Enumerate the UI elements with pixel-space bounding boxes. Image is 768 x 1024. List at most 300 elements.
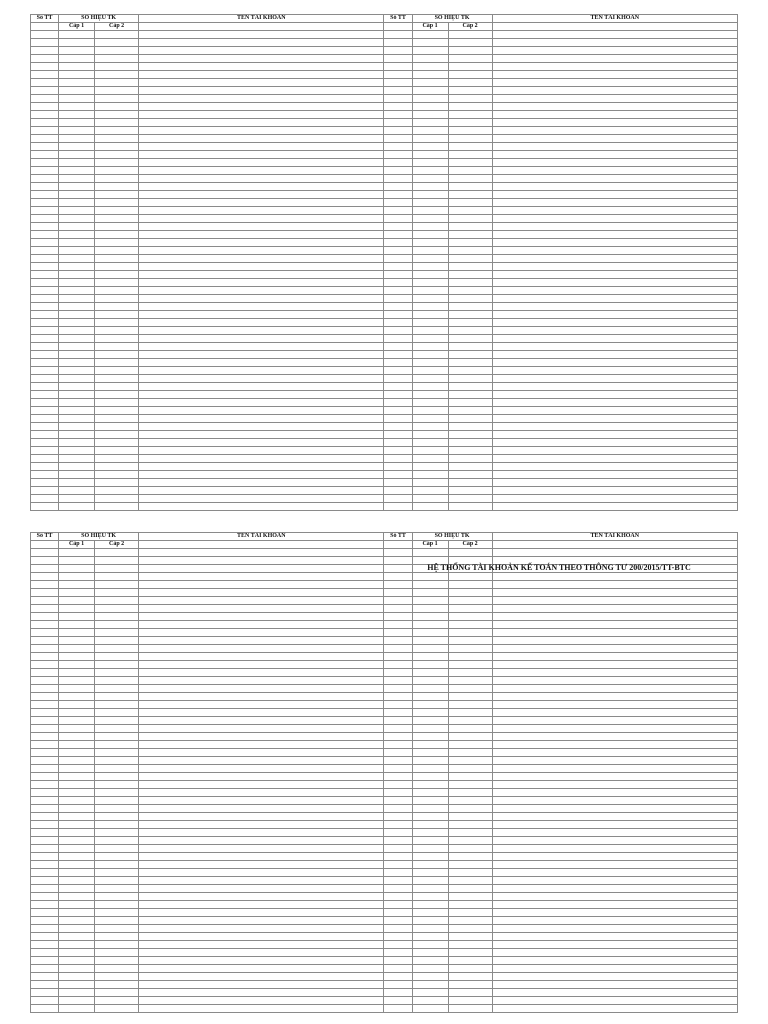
table-cell bbox=[139, 191, 384, 199]
table-row bbox=[31, 375, 738, 383]
table-cell bbox=[59, 645, 95, 653]
table-cell bbox=[384, 55, 412, 63]
table-row bbox=[31, 781, 738, 789]
table-row bbox=[31, 63, 738, 71]
table-cell bbox=[95, 933, 139, 941]
table-cell bbox=[95, 597, 139, 605]
table-cell bbox=[95, 479, 139, 487]
table-cell bbox=[139, 669, 384, 677]
table-cell bbox=[59, 375, 95, 383]
table-cell bbox=[95, 191, 139, 199]
table-cell bbox=[384, 351, 412, 359]
table-cell bbox=[412, 111, 448, 119]
table-row bbox=[31, 263, 738, 271]
table-cell bbox=[384, 581, 412, 589]
table-cell bbox=[139, 989, 384, 997]
table-cell bbox=[31, 1005, 59, 1013]
table-cell bbox=[59, 597, 95, 605]
table-cell bbox=[492, 773, 737, 781]
table-cell bbox=[31, 805, 59, 813]
table-cell bbox=[412, 917, 448, 925]
table-cell bbox=[59, 917, 95, 925]
table-cell bbox=[412, 399, 448, 407]
table-cell bbox=[448, 479, 492, 487]
table-cell bbox=[448, 549, 492, 557]
table-cell bbox=[412, 167, 448, 175]
table-cell bbox=[139, 375, 384, 383]
table-cell bbox=[492, 1005, 737, 1013]
table-cell bbox=[139, 399, 384, 407]
table-row bbox=[31, 685, 738, 693]
table-cell bbox=[31, 503, 59, 511]
table-cell bbox=[412, 447, 448, 455]
table-cell bbox=[448, 383, 492, 391]
table-cell bbox=[384, 805, 412, 813]
table-cell bbox=[492, 669, 737, 677]
table-cell bbox=[59, 239, 95, 247]
table-row bbox=[31, 439, 738, 447]
table-cell bbox=[31, 669, 59, 677]
table-cell bbox=[31, 103, 59, 111]
table-cell bbox=[59, 231, 95, 239]
table-cell bbox=[31, 175, 59, 183]
table-cell bbox=[95, 749, 139, 757]
table-cell bbox=[59, 837, 95, 845]
table-cell bbox=[492, 255, 737, 263]
table-cell bbox=[95, 837, 139, 845]
table-cell bbox=[492, 765, 737, 773]
table-cell bbox=[59, 973, 95, 981]
header-name-right: TÊN TÀI KHOẢN bbox=[492, 15, 737, 23]
table-cell bbox=[384, 605, 412, 613]
table-cell bbox=[412, 765, 448, 773]
table-cell bbox=[139, 581, 384, 589]
table-cell bbox=[59, 71, 95, 79]
table-row bbox=[31, 303, 738, 311]
table-cell bbox=[95, 495, 139, 503]
table-cell bbox=[59, 255, 95, 263]
table-cell bbox=[412, 255, 448, 263]
table-cell bbox=[492, 399, 737, 407]
table-cell bbox=[59, 119, 95, 127]
table-cell bbox=[412, 885, 448, 893]
table-cell bbox=[384, 175, 412, 183]
table-cell bbox=[59, 31, 95, 39]
table-cell bbox=[384, 733, 412, 741]
table-row bbox=[31, 247, 738, 255]
table-cell bbox=[95, 143, 139, 151]
table-cell bbox=[492, 941, 737, 949]
header-cap2-left: Cấp 2 bbox=[95, 541, 139, 549]
table-cell bbox=[59, 989, 95, 997]
header-blank-right bbox=[384, 23, 412, 31]
table-cell bbox=[59, 223, 95, 231]
table-cell bbox=[492, 191, 737, 199]
table-cell bbox=[31, 399, 59, 407]
table-cell bbox=[412, 215, 448, 223]
table-cell bbox=[139, 159, 384, 167]
table-cell bbox=[59, 415, 95, 423]
table-row bbox=[31, 335, 738, 343]
table-cell bbox=[384, 151, 412, 159]
table-cell bbox=[31, 885, 59, 893]
table-cell bbox=[139, 431, 384, 439]
table-row bbox=[31, 391, 738, 399]
table-cell bbox=[139, 63, 384, 71]
table-cell bbox=[31, 901, 59, 909]
table-cell bbox=[448, 423, 492, 431]
table-cell bbox=[59, 549, 95, 557]
table-cell bbox=[412, 549, 448, 557]
table-cell bbox=[31, 359, 59, 367]
table-row bbox=[31, 869, 738, 877]
table-cell bbox=[448, 789, 492, 797]
table-cell bbox=[139, 487, 384, 495]
table-cell bbox=[492, 933, 737, 941]
table-cell bbox=[31, 597, 59, 605]
table-cell bbox=[59, 63, 95, 71]
table-cell bbox=[492, 749, 737, 757]
table-cell bbox=[31, 709, 59, 717]
table-cell bbox=[95, 311, 139, 319]
table-cell bbox=[448, 215, 492, 223]
header-name-left: TÊN TÀI KHOẢN bbox=[139, 15, 384, 23]
table-row bbox=[31, 295, 738, 303]
table-cell bbox=[59, 957, 95, 965]
table-cell bbox=[59, 279, 95, 287]
table-cell bbox=[95, 573, 139, 581]
table-cell bbox=[59, 829, 95, 837]
table-cell bbox=[31, 215, 59, 223]
table-cell bbox=[492, 821, 737, 829]
table-cell bbox=[384, 653, 412, 661]
table-cell bbox=[492, 463, 737, 471]
table-cell bbox=[412, 653, 448, 661]
table-cell bbox=[31, 423, 59, 431]
table-cell bbox=[492, 447, 737, 455]
table-row bbox=[31, 367, 738, 375]
table-cell bbox=[95, 135, 139, 143]
table-cell bbox=[139, 79, 384, 87]
table-cell bbox=[31, 455, 59, 463]
table-cell bbox=[95, 231, 139, 239]
table-row bbox=[31, 71, 738, 79]
table-cell bbox=[139, 47, 384, 55]
table-cell bbox=[448, 367, 492, 375]
table-cell bbox=[384, 487, 412, 495]
table-cell bbox=[31, 71, 59, 79]
table-cell bbox=[448, 773, 492, 781]
table-cell bbox=[139, 95, 384, 103]
header-blank-right bbox=[384, 541, 412, 549]
table-row bbox=[31, 997, 738, 1005]
table-row bbox=[31, 581, 738, 589]
table-cell bbox=[59, 909, 95, 917]
table-cell bbox=[95, 375, 139, 383]
table-cell bbox=[31, 479, 59, 487]
header-sohieu-right: SỐ HIỆU TK bbox=[412, 15, 492, 23]
table-row bbox=[31, 199, 738, 207]
table-cell bbox=[59, 423, 95, 431]
table-cell bbox=[492, 407, 737, 415]
table-cell bbox=[139, 565, 384, 573]
table-cell bbox=[139, 295, 384, 303]
table-cell bbox=[59, 335, 95, 343]
table-cell bbox=[95, 861, 139, 869]
table-cell bbox=[95, 965, 139, 973]
table-cell bbox=[139, 917, 384, 925]
table-cell bbox=[95, 439, 139, 447]
table-cell bbox=[384, 135, 412, 143]
table-cell bbox=[59, 661, 95, 669]
table-cell bbox=[59, 287, 95, 295]
table-cell bbox=[412, 135, 448, 143]
table-cell bbox=[448, 645, 492, 653]
table-cell bbox=[448, 749, 492, 757]
table-row bbox=[31, 917, 738, 925]
table-cell bbox=[448, 845, 492, 853]
table-cell bbox=[448, 191, 492, 199]
table-cell bbox=[492, 455, 737, 463]
table-cell bbox=[412, 629, 448, 637]
table-cell bbox=[31, 869, 59, 877]
table-cell bbox=[448, 677, 492, 685]
table-cell bbox=[95, 239, 139, 247]
table-cell bbox=[384, 223, 412, 231]
table-cell bbox=[31, 941, 59, 949]
table-cell bbox=[31, 973, 59, 981]
table-cell bbox=[492, 207, 737, 215]
table-row bbox=[31, 773, 738, 781]
table-cell bbox=[139, 765, 384, 773]
table-cell bbox=[412, 367, 448, 375]
table-cell bbox=[139, 343, 384, 351]
table-cell bbox=[412, 383, 448, 391]
table-cell bbox=[492, 143, 737, 151]
table-cell bbox=[448, 837, 492, 845]
table-cell bbox=[412, 773, 448, 781]
table-cell bbox=[59, 869, 95, 877]
table-cell bbox=[384, 383, 412, 391]
table-cell bbox=[59, 677, 95, 685]
table-cell bbox=[31, 167, 59, 175]
table-row bbox=[31, 359, 738, 367]
table-cell bbox=[139, 773, 384, 781]
table-cell bbox=[95, 279, 139, 287]
table-cell bbox=[412, 645, 448, 653]
table-cell bbox=[384, 287, 412, 295]
table-cell bbox=[95, 359, 139, 367]
table-cell bbox=[31, 47, 59, 55]
table-cell bbox=[412, 597, 448, 605]
table-cell bbox=[412, 335, 448, 343]
table-cell bbox=[384, 143, 412, 151]
table-cell bbox=[31, 463, 59, 471]
table-cell bbox=[31, 319, 59, 327]
table-cell bbox=[384, 119, 412, 127]
table-cell bbox=[139, 949, 384, 957]
table-cell bbox=[448, 311, 492, 319]
table-cell bbox=[384, 941, 412, 949]
table-cell bbox=[31, 63, 59, 71]
table-cell bbox=[384, 191, 412, 199]
table-cell bbox=[412, 661, 448, 669]
table-cell bbox=[448, 805, 492, 813]
table-cell bbox=[59, 103, 95, 111]
table-cell bbox=[95, 869, 139, 877]
table-cell bbox=[139, 1005, 384, 1013]
table-cell bbox=[448, 415, 492, 423]
table-cell bbox=[31, 487, 59, 495]
table-cell bbox=[139, 423, 384, 431]
table-cell bbox=[95, 415, 139, 423]
table-cell bbox=[448, 997, 492, 1005]
table-cell bbox=[31, 845, 59, 853]
table-cell bbox=[139, 31, 384, 39]
table-cell bbox=[31, 231, 59, 239]
table-cell bbox=[384, 1005, 412, 1013]
table-cell bbox=[448, 71, 492, 79]
table-cell bbox=[492, 725, 737, 733]
table-cell bbox=[95, 645, 139, 653]
table-cell bbox=[59, 319, 95, 327]
table-cell bbox=[139, 215, 384, 223]
table-cell bbox=[384, 973, 412, 981]
table-cell bbox=[31, 933, 59, 941]
table-row bbox=[31, 495, 738, 503]
table-cell bbox=[412, 805, 448, 813]
table-cell bbox=[492, 319, 737, 327]
table-cell bbox=[31, 367, 59, 375]
table-row bbox=[31, 135, 738, 143]
table-cell bbox=[95, 271, 139, 279]
table-cell bbox=[384, 103, 412, 111]
table-row bbox=[31, 949, 738, 957]
table-cell bbox=[492, 613, 737, 621]
header-cap2-right: Cấp 2 bbox=[448, 541, 492, 549]
table-cell bbox=[412, 925, 448, 933]
table-cell bbox=[384, 255, 412, 263]
table-cell bbox=[95, 447, 139, 455]
table-cell bbox=[412, 789, 448, 797]
table-cell bbox=[448, 207, 492, 215]
table-cell bbox=[59, 311, 95, 319]
table-cell bbox=[31, 159, 59, 167]
table-cell bbox=[31, 447, 59, 455]
table-cell bbox=[412, 279, 448, 287]
table-cell bbox=[492, 973, 737, 981]
table-cell bbox=[492, 391, 737, 399]
table-row bbox=[31, 757, 738, 765]
table-cell bbox=[448, 399, 492, 407]
table-cell bbox=[95, 981, 139, 989]
table-cell bbox=[59, 805, 95, 813]
table-cell bbox=[384, 455, 412, 463]
table-cell bbox=[31, 95, 59, 103]
table-cell bbox=[95, 901, 139, 909]
table-row bbox=[31, 207, 738, 215]
table-cell bbox=[31, 749, 59, 757]
table-cell bbox=[95, 455, 139, 463]
table-cell bbox=[139, 327, 384, 335]
table-cell bbox=[448, 821, 492, 829]
table-cell bbox=[139, 837, 384, 845]
table-cell bbox=[139, 853, 384, 861]
header-cap1-right: Cấp 1 bbox=[412, 23, 448, 31]
table-cell bbox=[412, 151, 448, 159]
table-cell bbox=[31, 391, 59, 399]
table-cell bbox=[139, 861, 384, 869]
table-cell bbox=[492, 223, 737, 231]
table-cell bbox=[59, 127, 95, 135]
table-row bbox=[31, 989, 738, 997]
table-cell bbox=[412, 749, 448, 757]
header-sohieu-left: SỐ HIỆU TK bbox=[59, 15, 139, 23]
table-cell bbox=[139, 965, 384, 973]
table-cell bbox=[412, 263, 448, 271]
table-row bbox=[31, 351, 738, 359]
table-cell bbox=[59, 573, 95, 581]
table-cell bbox=[139, 103, 384, 111]
table-row bbox=[31, 503, 738, 511]
table-cell bbox=[492, 495, 737, 503]
table-cell bbox=[95, 199, 139, 207]
table-cell bbox=[139, 821, 384, 829]
table-cell bbox=[95, 247, 139, 255]
table-row bbox=[31, 183, 738, 191]
table-cell bbox=[31, 725, 59, 733]
table-row bbox=[31, 175, 738, 183]
table-cell bbox=[448, 877, 492, 885]
table-cell bbox=[139, 479, 384, 487]
table-row bbox=[31, 973, 738, 981]
table-cell bbox=[59, 263, 95, 271]
table-cell bbox=[59, 933, 95, 941]
table-cell bbox=[384, 789, 412, 797]
table-cell bbox=[139, 183, 384, 191]
table-cell bbox=[448, 925, 492, 933]
table-cell bbox=[59, 733, 95, 741]
table-cell bbox=[492, 789, 737, 797]
table-cell bbox=[59, 701, 95, 709]
table-cell bbox=[95, 183, 139, 191]
table-cell bbox=[448, 797, 492, 805]
table-cell bbox=[139, 869, 384, 877]
table-cell bbox=[492, 845, 737, 853]
table-row bbox=[31, 589, 738, 597]
table-cell bbox=[139, 351, 384, 359]
table-cell bbox=[448, 55, 492, 63]
table-cell bbox=[492, 183, 737, 191]
table-cell bbox=[492, 901, 737, 909]
table-row bbox=[31, 885, 738, 893]
table-cell bbox=[384, 829, 412, 837]
header-stt-right: Số TT bbox=[384, 15, 412, 23]
table-cell bbox=[95, 741, 139, 749]
table-cell bbox=[139, 71, 384, 79]
table-cell bbox=[95, 31, 139, 39]
table-cell bbox=[412, 733, 448, 741]
table-cell bbox=[448, 199, 492, 207]
table-cell bbox=[31, 925, 59, 933]
table-row bbox=[31, 861, 738, 869]
table-cell bbox=[95, 605, 139, 613]
table-row bbox=[31, 693, 738, 701]
table-cell bbox=[95, 909, 139, 917]
table-row bbox=[31, 677, 738, 685]
table-cell bbox=[31, 303, 59, 311]
table-cell bbox=[448, 989, 492, 997]
